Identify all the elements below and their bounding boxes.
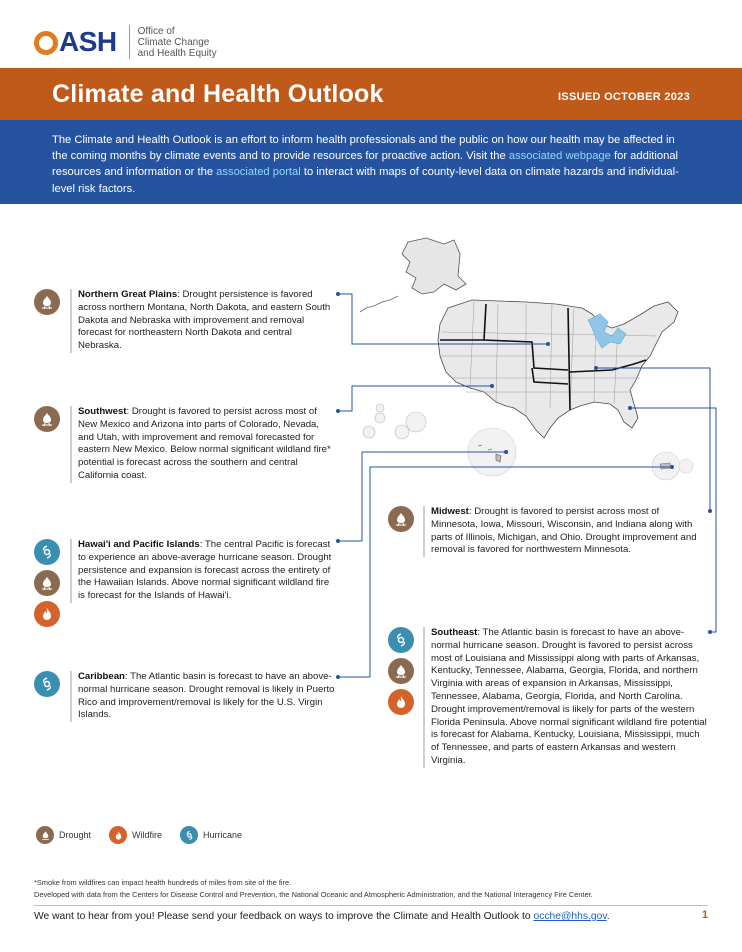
hurricane-icon <box>180 826 198 844</box>
pacific-island-circle-5 <box>406 412 426 432</box>
region-text: : Drought persistence is favored across northern Montana, North Dakota, and eastern South Dakota and Nebraska with improvement and removal forecast for northeastern North Dakota and central Nebraska. <box>78 289 331 352</box>
intro-text-3: to interact with maps of county-level data on climate hazards and individual-level risk factors. <box>52 166 679 195</box>
ngp-icons <box>34 289 60 315</box>
region-text: : The central Pacific is forecast to experience an above-average hurricane season. Drought persistence and expansion is forecast across the entirety of the Hawaiian Islands. Above normal significant wildland fire is forecast for the Islands of Hawai'i. <box>78 539 332 602</box>
logo-o-ring <box>34 31 58 55</box>
alaska-chain <box>360 296 398 312</box>
region-name: Southwest <box>78 406 127 417</box>
logo-subtitle-line1: Office of <box>137 25 175 37</box>
midwest-icons <box>388 506 414 532</box>
pacific-island-circle-2 <box>375 413 385 423</box>
logo-divider <box>129 25 130 59</box>
logo-wordmark <box>34 26 117 58</box>
page-title: Climate and Health Outlook <box>52 79 384 108</box>
puerto-rico-shape <box>660 463 671 469</box>
region-southeast <box>423 627 707 768</box>
legend-label: Wildfire <box>132 830 163 840</box>
logo-subtitle <box>138 26 217 59</box>
legend-item-hurricane <box>180 826 242 844</box>
caribbean-circle-2 <box>679 459 693 473</box>
alaska-shape <box>402 238 466 294</box>
drought-icon <box>34 406 60 432</box>
footnote-sources: Developed with data from the Centers for Disease Control and Prevention, the National Oceanic and Atmospheric Administration, and the National Interagency Fire Center. <box>34 890 593 899</box>
region-text: : The Atlantic basin is forecast to have an above-normal hurricane season. Drought removal is likely in Puerto Rico and improvement/removal is likely for the U.S. Virgin Islands. <box>78 671 335 721</box>
region-name: Midwest <box>431 506 469 517</box>
legend-item-wildfire <box>109 826 162 844</box>
pacific-island-circle-3 <box>363 426 375 438</box>
legend-label: Hurricane <box>203 830 243 840</box>
region-southwest <box>70 406 336 483</box>
wildfire-icon <box>109 826 127 844</box>
page-number: 1 <box>702 909 709 921</box>
drought-icon <box>388 506 414 532</box>
hurricane-icon <box>388 627 414 653</box>
associated-webpage-link[interactable]: associated webpage <box>508 150 611 163</box>
drought-icon <box>34 570 60 596</box>
region-text: : Drought is favored to persist across most of New Mexico and Arizona into parts of Colorado, Nevada, and Utah, with improvement and removal forecasted for eastern New Mexico. Below normal significant wildland fire* potential is forecast across the southern and central California coast. <box>78 406 331 481</box>
region-text: : The Atlantic basin is forecast to have an above-normal hurricane season. Drought is favored to persist across most of Louisiana and Mississippi along with parts of Arkansas, Kentucky, Tennessee, Alabama, Georgia, Florida, and northern Virginia with areas of expansion in Arkansas, Mississippi, Tennessee, Alabama, Georgia, Florida, and North Carolina. Drought improvement/removal is likely for parts of the western Florida Peninsula. Above normal significant wildland fire potential is forecast for Alabama, Kentucky, Louisiana, Mississippi, much of Tennessee, and parts of eastern Arkansas and western Virginia. <box>431 627 707 766</box>
hurricane-icon <box>34 671 60 697</box>
region-northern-great-plains <box>70 289 336 353</box>
us-map <box>356 232 712 482</box>
caribbean-icons <box>34 671 60 697</box>
region-text: : Drought is favored to persist across most of Minnesota, Iowa, Missouri, Wisconsin, and Indiana along with parts of Illinois, Michigan, and Ohio. Drought improvement and removal is favored for northwestern Minnesota. <box>431 506 697 556</box>
wildfire-icon <box>34 601 60 627</box>
region-name: Hawai'i and Pacific Islands <box>78 539 200 550</box>
logo-wordmark-text: ASH <box>59 26 117 57</box>
footer-divider <box>34 905 708 906</box>
hawaii-circle <box>468 428 516 476</box>
oash-logo <box>34 22 217 62</box>
feedback-end: . <box>606 911 610 922</box>
legend-item-drought <box>36 826 91 844</box>
hawaii-icons <box>34 539 60 627</box>
drought-icon <box>388 658 414 684</box>
southwest-icons <box>34 406 60 432</box>
pacific-island-circle-1 <box>376 404 384 412</box>
region-hawaii-pacific <box>70 539 336 603</box>
intro-text-2: for additional resources and information or the <box>52 150 679 179</box>
legend-label: Drought <box>59 830 92 840</box>
footnote-smoke: *Smoke from wildfires can impact health hundreds of miles from site of the fire. <box>34 878 292 887</box>
feedback-text: We want to hear from you! Please send your feedback on ways to improve the Climate and Health Outlook to <box>34 911 534 922</box>
drought-icon <box>36 826 54 844</box>
intro-paragraph <box>0 120 742 204</box>
pacific-island-circle-4 <box>395 425 409 439</box>
logo-subtitle-line2: Climate Change <box>137 36 210 48</box>
wildfire-icon <box>388 689 414 715</box>
region-midwest <box>423 506 705 557</box>
logo-subtitle-line3: and Health Equity <box>137 47 217 59</box>
region-name: Caribbean <box>78 671 125 682</box>
issued-date: ISSUED OCTOBER 2023 <box>557 91 690 103</box>
region-caribbean <box>70 671 336 722</box>
drought-icon <box>34 289 60 315</box>
legend <box>36 826 242 844</box>
feedback-line <box>34 911 610 922</box>
southeast-icons <box>388 627 414 715</box>
feedback-email-link[interactable]: ocche@hhs.gov <box>533 911 607 922</box>
hurricane-icon <box>34 539 60 565</box>
title-bar <box>0 68 742 120</box>
region-name: Southeast <box>431 627 478 638</box>
intro-text-1: The Climate and Health Outlook is an effort to inform health professionals and the public on how our health may be affected in the coming months by climate events and to provide resources for proactive action. Visit the <box>52 134 675 163</box>
region-name: Northern Great Plains <box>78 289 178 300</box>
associated-portal-link[interactable]: associated portal <box>216 166 301 179</box>
